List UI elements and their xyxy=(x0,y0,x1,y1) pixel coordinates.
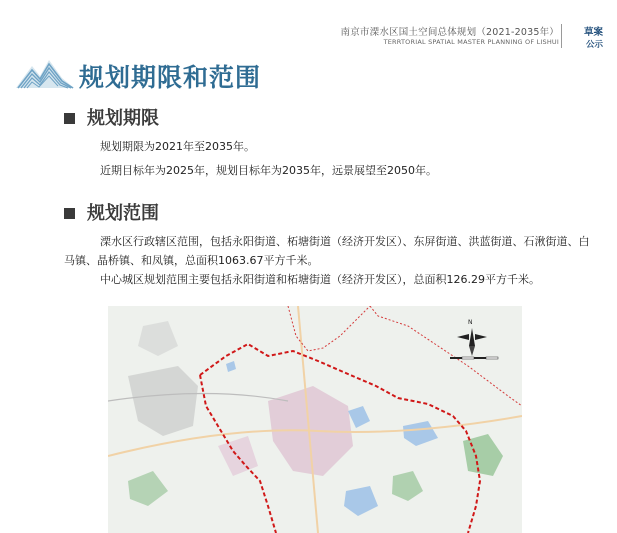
public-notice-badge: 公示 xyxy=(586,40,604,50)
scope-paragraph-2: 中心城区规划范围主要包括永阳街道和柘塘街道（经济开发区），总面积126.29平方千米。 xyxy=(100,273,540,286)
period-paragraph-1: 规划期限为2021年至2035年。 xyxy=(100,140,255,153)
square-bullet-icon xyxy=(64,208,75,219)
mountain-logo-icon xyxy=(16,52,74,90)
section-heading-text: 规划期限 xyxy=(87,108,159,129)
square-bullet-icon xyxy=(64,113,75,124)
planning-scope-map xyxy=(108,306,522,533)
period-paragraph-2: 近期目标年为2025年，规划目标年为2035年，远景展望至2050年。 xyxy=(100,164,437,177)
section-heading-scope xyxy=(64,199,159,225)
scale-bar xyxy=(450,357,498,359)
header-subtitle: TERRTORIAL SPATIAL MASTER PLANNING OF LISHUI xyxy=(383,38,559,46)
north-label: N xyxy=(468,319,473,326)
page-title: 规划期限和范围 xyxy=(79,63,262,92)
header-divider xyxy=(561,24,562,48)
map-canvas xyxy=(108,306,522,533)
section-heading-text: 规划范围 xyxy=(87,203,159,224)
header-title: 南京市溧水区国土空间总体规划（2021-2035年） xyxy=(340,27,559,38)
section-heading-period xyxy=(64,104,159,130)
scope-paragraph-1: 溧水区行政辖区范围，包括永阳街道、柘塘街道（经济开发区）、东屏街道、洪蓝街道、石湫街道、白马镇、晶桥镇、和凤镇，总面积1063.67平方千米。 xyxy=(64,235,590,267)
draft-badge: 草案 xyxy=(584,27,604,38)
